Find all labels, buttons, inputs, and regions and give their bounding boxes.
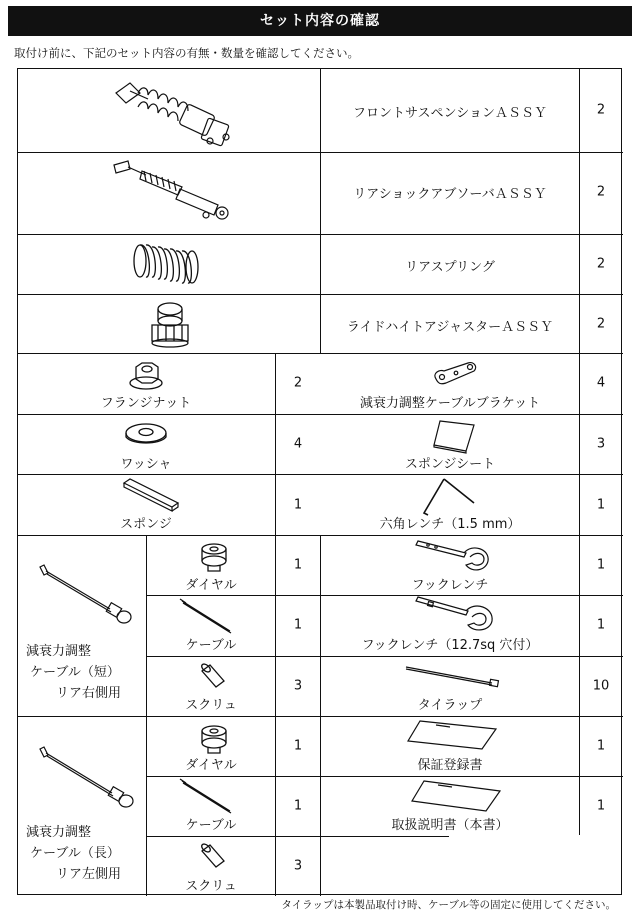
intro-text: 取付け前に、下記のセット内容の有無・数量を確認してください。 [14, 46, 359, 60]
cable-bracket-label: 減衰力調整ケーブルブラケット [359, 396, 541, 411]
hook-wrench-square-label: フックレンチ（12.7sq 穴付） [361, 638, 539, 653]
long-cable-qty: 1 [293, 798, 303, 814]
short-cable-group-label [26, 641, 121, 704]
long-cable-line-1: 減衰力調整 [26, 825, 92, 840]
row-divider [18, 474, 623, 475]
row-divider [18, 353, 623, 354]
column-divider [146, 535, 147, 896]
long-cable-label: ケーブル [185, 818, 237, 833]
screw-icon [198, 843, 226, 873]
hook-wrench-icon [414, 539, 494, 575]
long-dial-qty: 1 [293, 738, 303, 754]
hook-wrench-square-qty: 1 [596, 617, 606, 633]
hook-wrench-square-icon [414, 597, 498, 635]
long-dial-label: ダイヤル [185, 758, 237, 773]
front-suspension-assembly-icon [108, 71, 238, 151]
sponge-sheet-icon [432, 419, 476, 453]
short-cable-label: ケーブル [185, 638, 237, 653]
short-cable-line-1: 減衰力調整 [26, 644, 92, 659]
row-divider [146, 836, 449, 837]
hex-wrench-qty: 1 [596, 497, 606, 513]
short-cable-line-3: リア右側用 [56, 686, 122, 701]
front-suspension-qty: 2 [596, 102, 606, 118]
short-dial-label: ダイヤル [185, 578, 237, 593]
washer-label: ワッシャ [120, 457, 172, 472]
sponge-icon [122, 477, 180, 513]
warranty-card-label: 保証登録書 [417, 758, 483, 773]
row-divider [146, 656, 623, 657]
row-divider [146, 776, 623, 777]
warranty-card-qty: 1 [596, 738, 606, 754]
cable-icon [180, 599, 240, 635]
flange-nut-qty: 2 [293, 375, 303, 391]
long-screw-qty: 3 [293, 858, 303, 874]
section-title: セット内容の確認 [8, 6, 632, 36]
flange-nut-icon [128, 359, 164, 391]
sponge-sheet-qty: 3 [596, 436, 606, 452]
short-cable-line-2: ケーブル（短） [30, 665, 120, 680]
ride-height-adjuster-label: ライドハイトアジャスターＡＳＳＹ [346, 320, 554, 335]
hook-wrench-qty: 1 [596, 557, 606, 573]
short-damping-cable-icon [38, 563, 134, 625]
footer-note: タイラップは本製品取付け時、ケーブル等の固定に使用してください。 [281, 899, 616, 911]
column-divider [579, 69, 580, 835]
instruction-manual-label: 取扱説明書（本書） [391, 818, 509, 833]
instruction-manual-icon [410, 779, 502, 813]
rear-spring-label: リアスプリング [405, 260, 495, 275]
instruction-manual-qty: 1 [596, 798, 606, 814]
screw-icon [198, 663, 226, 693]
parts-table [17, 68, 622, 895]
front-suspension-label: フロントサスペンションＡＳＳＹ [353, 106, 547, 121]
ride-height-adjuster-qty: 2 [596, 316, 606, 332]
column-divider [275, 353, 276, 535]
short-cable-qty: 1 [293, 617, 303, 633]
short-screw-qty: 3 [293, 678, 303, 694]
column-divider [320, 535, 321, 896]
dial-icon [198, 541, 230, 575]
sponge-qty: 1 [293, 497, 303, 513]
cable-tie-qty: 10 [592, 678, 610, 694]
long-damping-cable-icon [38, 745, 134, 809]
rear-shock-absorber-icon [110, 157, 240, 225]
short-screw-label: スクリュ [185, 698, 237, 713]
flange-nut-label: フランジナット [100, 396, 192, 411]
row-divider [146, 595, 623, 596]
sponge-label: スポンジ [120, 517, 172, 532]
sponge-sheet-label: スポンジシート [404, 457, 496, 472]
cable-tie-icon [404, 665, 504, 689]
ride-height-adjuster-icon [144, 301, 196, 349]
rear-shock-qty: 2 [596, 184, 606, 200]
column-divider [320, 69, 321, 353]
long-cable-line-2: ケーブル（長） [30, 846, 120, 861]
cable-icon [180, 779, 240, 815]
cable-tie-label: タイラップ [417, 698, 483, 713]
column-divider [275, 535, 276, 896]
row-divider [18, 414, 623, 415]
short-dial-qty: 1 [293, 557, 303, 573]
hex-wrench-icon [420, 477, 476, 517]
rear-shock-label: リアショックアブソーバＡＳＳＹ [353, 187, 547, 202]
warranty-card-icon [406, 719, 498, 751]
cable-bracket-icon [432, 359, 478, 387]
dial-icon [198, 723, 230, 757]
washer-icon [124, 421, 168, 447]
hex-wrench-label: 六角レンチ（1.5 mm） [379, 517, 521, 532]
cable-bracket-qty: 4 [596, 375, 606, 391]
long-cable-line-3: リア左側用 [56, 867, 122, 882]
long-screw-label: スクリュ [185, 879, 237, 894]
washer-qty: 4 [293, 436, 303, 452]
hook-wrench-label: フックレンチ [411, 578, 489, 593]
rear-spring-qty: 2 [596, 256, 606, 272]
rear-spring-icon [130, 239, 206, 291]
long-cable-group-label [26, 822, 121, 885]
